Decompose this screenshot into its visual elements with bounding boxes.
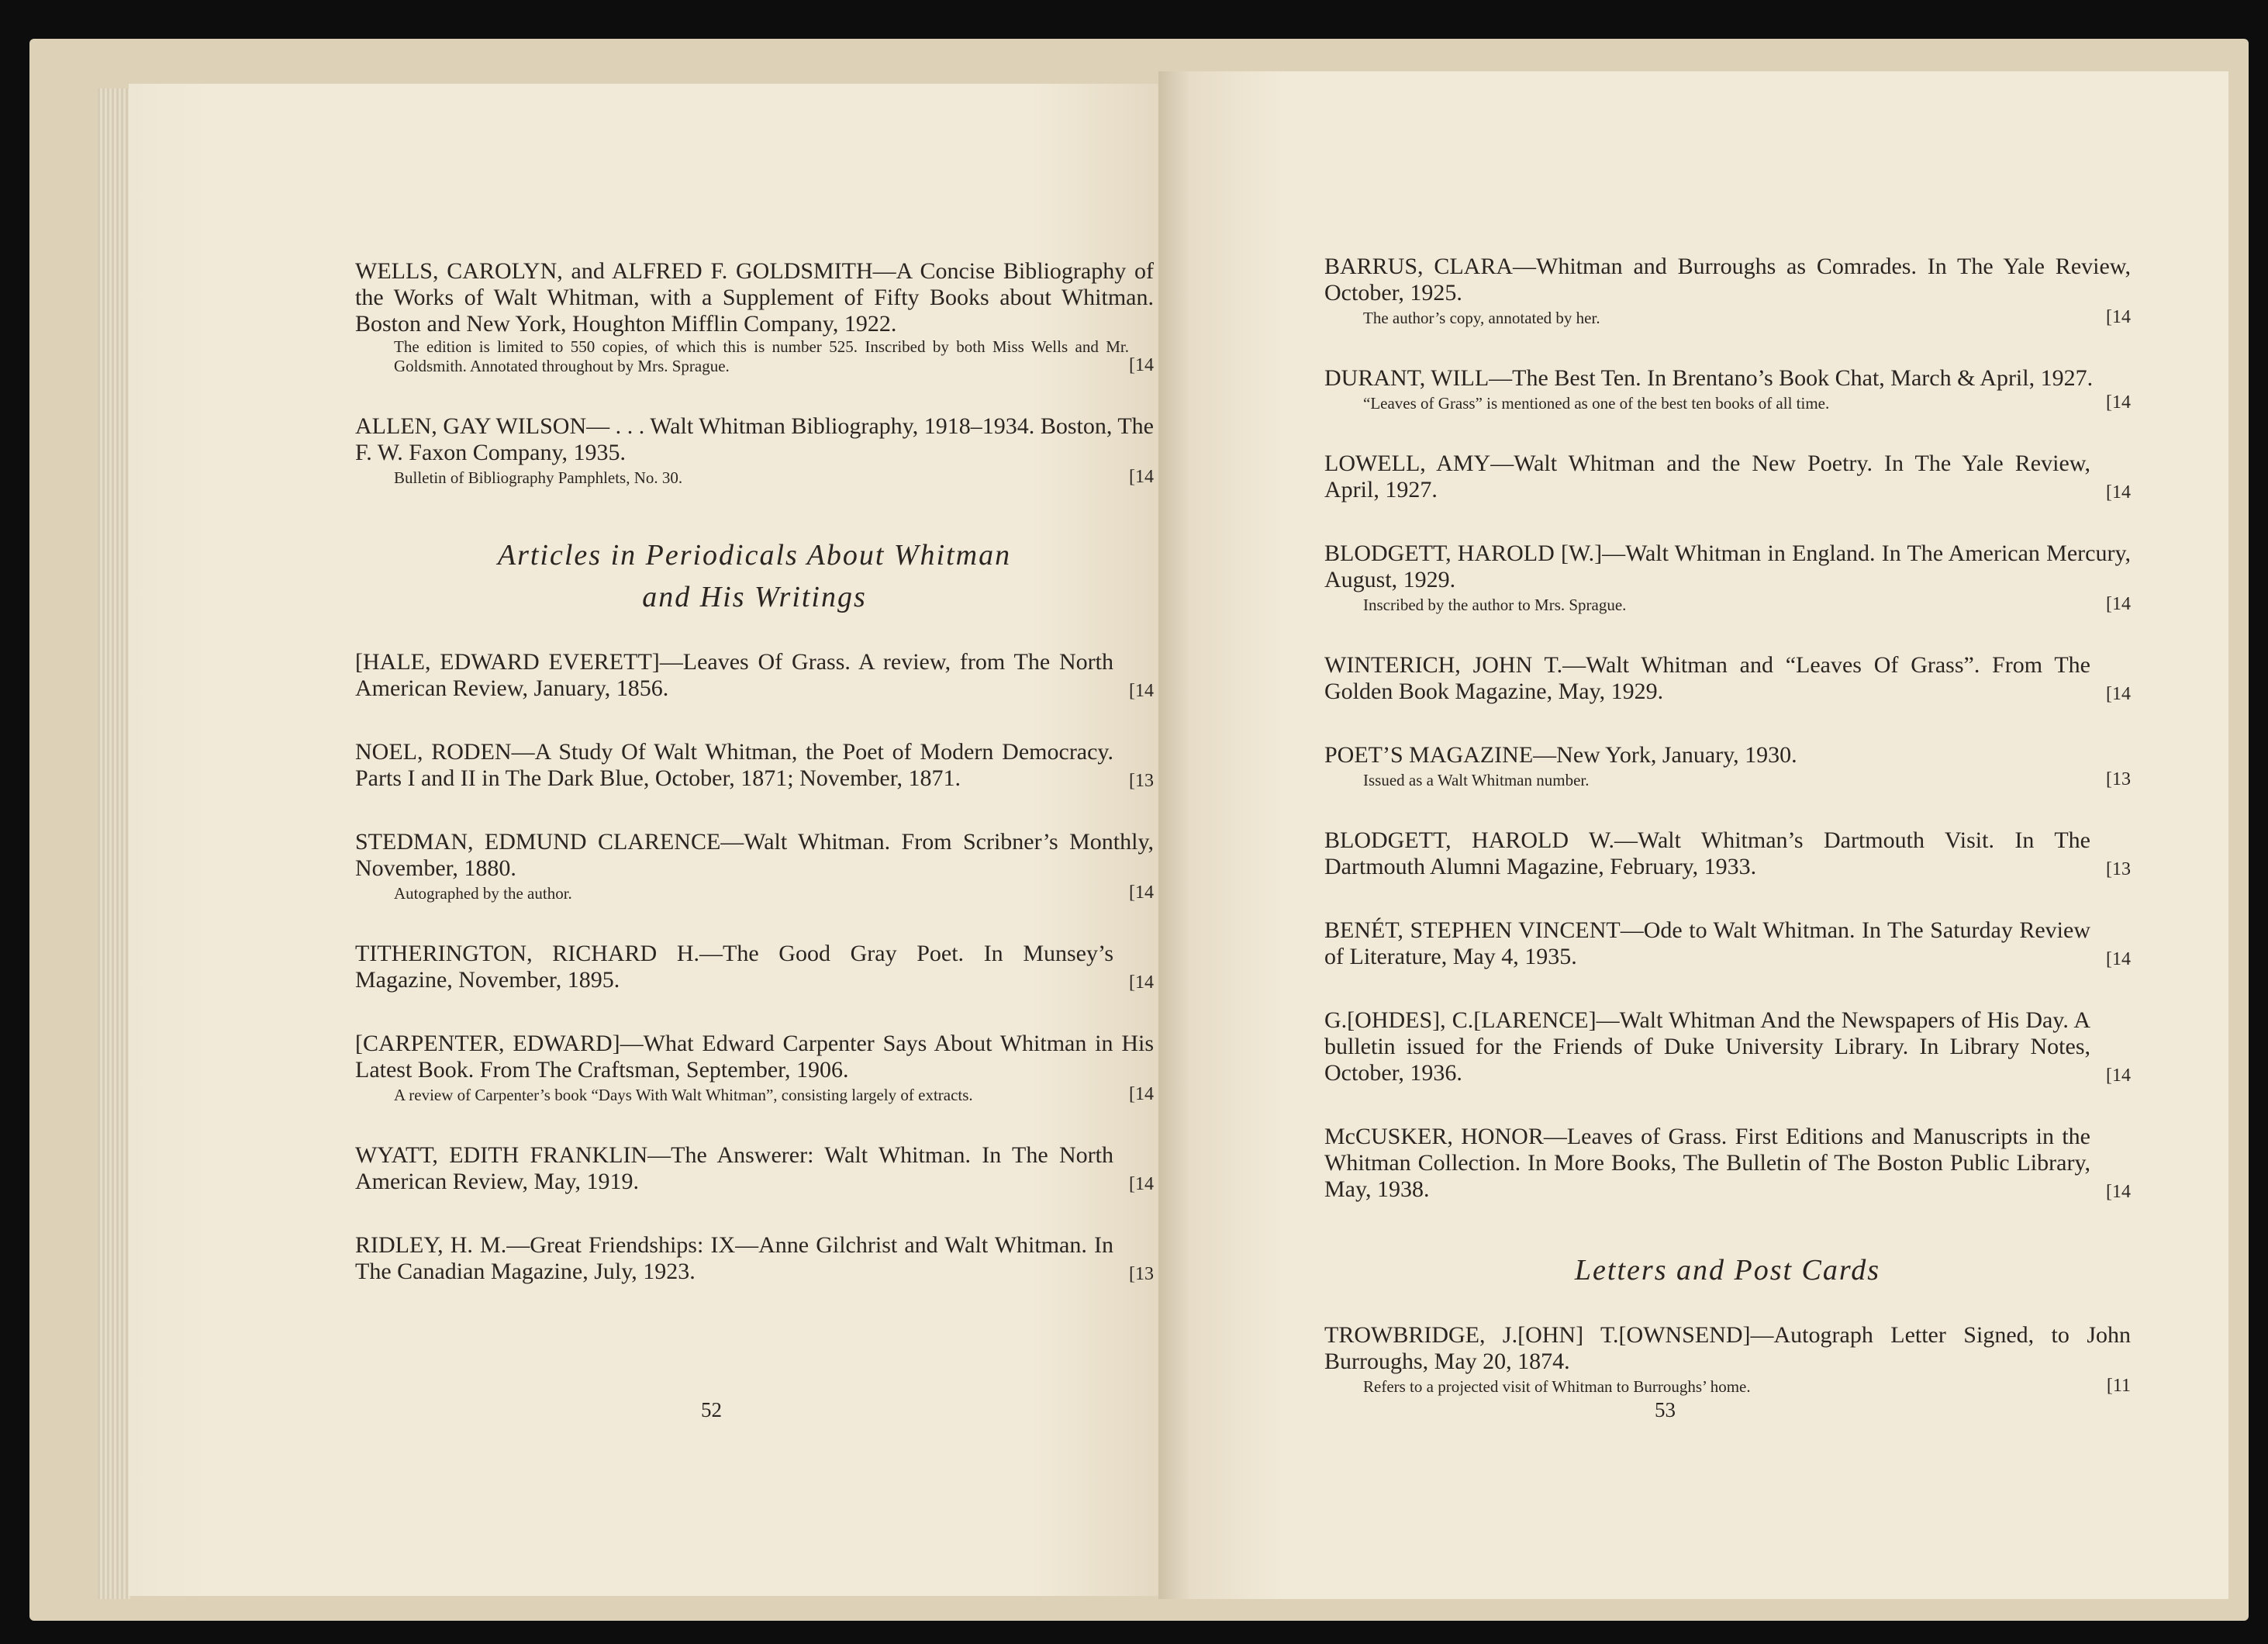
entry-note-row [355,882,1154,903]
entry-citation: POET’S MAGAZINE—New York, January, 1930. [1324,742,1797,768]
entry-code: [14 [2106,482,2131,503]
section-heading-articles [355,534,1154,618]
bibliography-entry [1324,541,2131,615]
entry-code: [14 [1129,1174,1154,1194]
entry-note: “Leaves of Grass” is mentioned as one of the best ten books of all time. [1363,394,1830,413]
bibliography-entry [1324,1322,2131,1397]
entry-citation: WYATT, EDITH FRANKLIN—The Answerer: Walt Whitman. In The North American Review, May, 1919. [355,1142,1113,1194]
bibliography-entry [1324,365,2131,413]
entry-note-row [1324,593,2131,615]
open-book [29,39,2249,1621]
entry-code: [14 [2106,949,2131,969]
entry-code: [14 [1129,1084,1154,1104]
entry-citation: WELLS, CAROLYN, and ALFRED F. GOLDSMITH—A Concise Bibliography of the Works of Walt Whitman, with a Supplement of Fifty Books about Whitman. Boston and New York, Houghton Mifflin Company, 1922. [355,258,1154,337]
entry-code: [14 [1129,972,1154,993]
entry-note: The author’s copy, annotated by her. [1363,309,1600,327]
entry-citation: RIDLEY, H. M.—Great Friendships: IX—Anne Gilchrist and Walt Whitman. In The Canadian Magazine, July, 1923. [355,1232,1113,1284]
entry-citation: BENÉT, STEPHEN VINCENT—Ode to Walt Whitman. In The Saturday Review of Literature, May 4, 1935. [1324,917,2090,969]
section-heading-line: Articles in Periodicals About Whitman [497,539,1012,572]
bibliography-entry [1324,917,2131,970]
entry-code: [14 [1129,882,1154,903]
entry-note-row [1324,392,2131,413]
entry-note-row [355,1083,1154,1105]
entry-note: The edition is limited to 550 copies, of which this is number 525. Inscribed by both Miss Wells and Mr. Goldsmith. Annotated throughout by Mrs. Sprague. [394,337,1129,375]
entry-note: Refers to a projected visit of Whitman to Burroughs’ home. [1363,1377,1751,1396]
bibliography-entry [355,1031,1154,1105]
bibliography-entry [355,258,1154,376]
entry-code: [14 [2106,594,2131,614]
entry-citation: TROWBRIDGE, J.[OHN] T.[OWNSEND]—Autograph Letter Signed, to John Burroughs, May 20, 1874. [1324,1322,2131,1374]
entry-citation: STEDMAN, EDMUND CLARENCE—Walt Whitman. From Scribner’s Monthly, November, 1880. [355,829,1154,881]
entry-citation: TITHERINGTON, RICHARD H.—The Good Gray Poet. In Munsey’s Magazine, November, 1895. [355,941,1113,993]
entry-citation: [HALE, EDWARD EVERETT]—Leaves Of Grass. A review, from The North American Review, January, 1856. [355,649,1113,701]
entry-code: [13 [1129,771,1154,791]
entry-note-row [355,337,1154,376]
entry-code: [14 [2106,1182,2131,1202]
entry-code: [14 [1129,681,1154,701]
bibliography-entry [1324,254,2131,328]
bibliography-entry [1324,742,2131,790]
bibliography-entry [1324,652,2131,705]
entry-citation: LOWELL, AMY—Walt Whitman and the New Poetry. In The Yale Review, April, 1927. [1324,451,2090,503]
bibliography-entry [355,413,1154,488]
page-number: 52 [701,1398,722,1421]
entry-citation: BLODGETT, HAROLD W.—Walt Whitman’s Dartmouth Visit. In The Dartmouth Alumni Magazine, February, 1933. [1324,827,2090,879]
bibliography-entry [1324,451,2131,503]
bibliography-entry [355,941,1154,993]
bibliography-entry [1324,1124,2131,1203]
entry-citation: [CARPENTER, EDWARD]—What Edward Carpenter Says About Whitman in His Latest Book. From The Craftsman, September, 1906. [355,1031,1154,1083]
entry-note-row [1324,306,2131,328]
entry-note: A review of Carpenter’s book “Days With Walt Whitman”, consisting largely of extracts. [394,1086,973,1104]
bibliography-entry [355,1232,1154,1285]
bibliography-entry [355,1142,1154,1195]
entry-note: Bulletin of Bibliography Pamphlets, No. 30. [394,468,683,487]
bibliography-entry [355,739,1154,792]
entry-citation: WINTERICH, JOHN T.—Walt Whitman and “Leaves Of Grass”. From The Golden Book Magazine, May, 1929. [1324,652,2090,704]
entry-citation: G.[OHDES], C.[LARENCE]—Walt Whitman And the Newspapers of His Day. A bulletin issued for the Friends of Duke University Library. In Library Notes, October, 1936. [1324,1007,2090,1086]
bibliography-entry [1324,1007,2131,1086]
entry-citation: BARRUS, CLARA—Whitman and Burroughs as Comrades. In The Yale Review, October, 1925. [1324,254,2131,306]
entry-code: [11 [2106,1376,2131,1396]
left-page [129,84,1187,1596]
entry-note-row [1324,1375,2131,1397]
entry-citation: McCUSKER, HONOR—Leaves of Grass. First Editions and Manuscripts in the Whitman Collection. In More Books, The Bulletin of The Boston Public Library, May, 1938. [1324,1124,2090,1202]
entry-note-row [355,466,1154,488]
entry-citation: NOEL, RODEN—A Study Of Walt Whitman, the Poet of Modern Democracy. Parts I and II in The Dark Blue, October, 1871; November, 1871. [355,739,1113,791]
section-heading-line: and His Writings [642,581,867,613]
entry-note-row [1324,768,2131,790]
entry-code: [13 [2106,859,2131,879]
entry-code: [14 [2106,307,2131,327]
entry-code: [13 [2106,769,2131,789]
entry-code: [13 [1129,1264,1154,1284]
entry-note: Autographed by the author. [394,884,572,903]
entry-code: [14 [2106,684,2131,704]
entry-citation: DURANT, WILL—The Best Ten. In Brentano’s Book Chat, March & April, 1927. [1324,365,2094,391]
bibliography-entry [355,649,1154,702]
entry-note: Issued as a Walt Whitman number. [1363,771,1590,789]
page-block-edge [98,88,130,1599]
right-page-content [1324,254,2131,1434]
bibliography-entry [355,829,1154,903]
entry-code: [14 [1129,355,1154,375]
entry-note: Inscribed by the author to Mrs. Sprague. [1363,596,1627,614]
right-page [1158,71,2228,1599]
bibliography-entry [1324,827,2131,880]
page-number: 53 [1655,1398,1676,1421]
left-page-content [355,258,1154,1322]
entry-citation: ALLEN, GAY WILSON— . . . Walt Whitman Bibliography, 1918–1934. Boston, The F. W. Faxon Company, 1935. [355,413,1154,465]
entry-citation: BLODGETT, HAROLD [W.]—Walt Whitman in England. In The American Mercury, August, 1929. [1324,541,2131,592]
entry-code: [14 [2106,392,2131,413]
section-heading-letters: Letters and Post Cards [1574,1254,1881,1287]
entry-code: [14 [2106,1065,2131,1086]
entry-code: [14 [1129,467,1154,487]
